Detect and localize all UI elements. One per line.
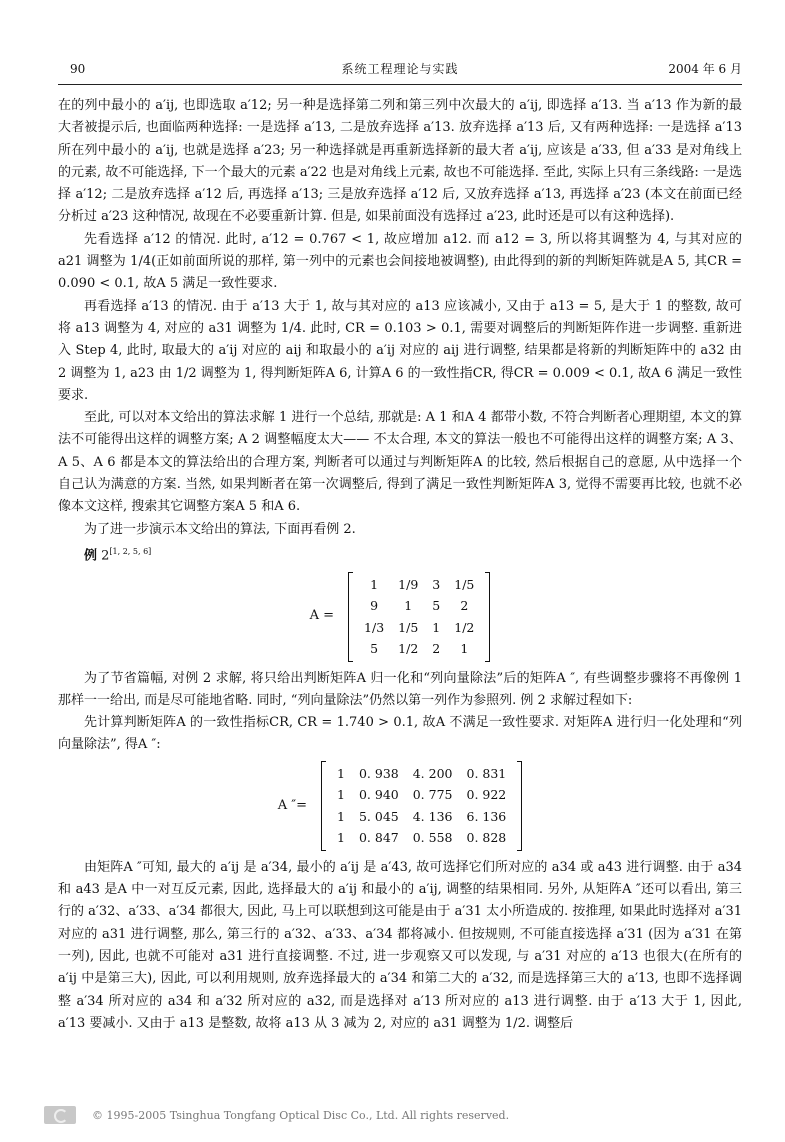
article-body [58,95,742,1035]
paragraph: 为了节省篇幅, 对例 2 求解, 将只给出判断矩阵A 归一化和“列向量除法”后的矩阵A ″, 有些调整步骤将不再像例 1 那样一一给出, 而是尽可能地省略. 同时, “列向量除法”仍然以第一列作为参照列. 例 2 求解过程如下: [58,670,742,708]
matrix-cell: 1/5 [398,619,419,635]
example-number: 2 [97,548,110,564]
matrix-row [330,827,513,849]
matrix-cell: 0. 558 [412,830,453,846]
matrix-a-label: A = [309,608,335,624]
paragraph: 在的列中最小的 a′ij, 也即选取 a′12; 另一种是选择第二列和第三列中次最大的 a′ij, 即选择 a′13. 当 a′13 作为新的最大者被提示后, 也面临两种选择: 一是选择 a′13, 二是放弃选择 a′13. 放弃选择 a′13 后, 又有两种选择: 一是选择 a′13 所在列中最小的 a′ij, 也就是选择 a′23; 另一种选择就是再重新选择新的最大者 a′ij, 应该是 a′33, 但 a′33 是对角线上的元素, 故不可能选择, 下一个最大的元素 a′22 也是对角线上元素, 故也不可能选择. 至此, 实际上只有三条线路: 一是选择 a′12; 二是放弃选择 a′12 后, 再选择 a′13; 三是放弃选择 a′12 后, 又放弃选择 a′13, 再选择 a′23 (本文在前面已经分析过 a′23 这种情况, 故现在不必要重新计算. 但是, 如果前面没有选择过 a′23, 此时还是可以有这种选择). [58,98,742,225]
matrix-a2-label: A ″= [277,797,308,813]
example-heading [58,541,742,568]
matrix-cell: 0. 828 [466,830,507,846]
matrix-row [357,574,481,596]
journal-title: 系统工程理论与实践 [341,62,459,76]
matrix-cell: 0. 940 [358,787,399,803]
example-label: 例 [84,548,98,564]
matrix-cell: 1/3 [364,619,385,635]
matrix-cell: 0. 922 [466,787,507,803]
running-header [58,58,742,80]
matrix-cell: 3 [432,576,441,592]
page-number: 90 [70,62,86,76]
matrix-cell: 1/9 [398,576,419,592]
publisher-logo-icon [44,1106,76,1124]
matrix-cell: 5 [432,598,441,614]
matrix-cell: 0. 775 [412,787,453,803]
matrix-cell: 2 [432,641,441,657]
matrix-a2 [321,761,522,851]
matrix-cell: 1 [337,830,345,846]
paragraph: 再看选择 a′13 的情况. 由于 a′13 大于 1, 故与其对应的 a13 应该减小, 又由于 a13 = 5, 是大于 1 的整数, 故可将 a13 调整为 4, 对应的 a31 调整为 1/4. 此时, CR = 0.103 > 0.1, 需要对调整后的判断矩阵作进一步调整. 重新进入 Step 4, 此时, 取最大的 a′ij 对应的 aij 和取最小的 a′ij 对应的 aij 进行调整, 结果都是将新的判断矩阵中的 a32 由 2 调整为 1, a23 由 1/2 调整为 1, 得判断矩阵A 6, 计算A 6 的一致性指CR, 得CR = 0.009 < 0.1, 故A 6 满足一致性要求. [58,298,742,403]
copyright-footer [58,1106,742,1126]
matrix-cell: 1/2 [398,641,419,657]
matrix-cell: 1 [460,641,469,657]
header-divider [58,84,742,85]
matrix-row [357,617,481,639]
paragraph: 由矩阵A ″可知, 最大的 a′ij 是 a′34, 最小的 a′ij 是 a′43, 故可选择它们所对应的 a34 或 a43 进行调整. 由于 a34 和 a43 是A 中一对互反元素, 因此, 选择最大的 a′ij 和最小的 a′ij, 调整的结果相同. 另外, 从矩阵A ″还可以看出, 第三行的 a′32、a′33、a′34 都很大, 因此, 马上可以联想到这可能是由于 a′31 太小所造成的. 按推理, 如果此时选择对 a′31 对应的 a31 进行调整, 那么, 第三行的 a′32、a′33、a′34 都将减小. 但按规则, 不可能直接选择 a′31 (因为 a′31 在第一列), 因此, 也就不可能对 a31 进行直接调整. 不过, 进一步观察又可以发现, 与 a′31 对应的 a′13 也很大(在所有的 a′ij 中是第三大), 因此, 可以利用规则, 放弃选择最大的 a′34 和第二大的 a′32, 而是选择第三大的 a′13, 也即不选择调整 a′34 所对应的 a34 和 a′32 所对应的 a32, 而是选择对 a′13 所对应的 a13 进行调整. 由于 a′13 大于 1, 因此, a′13 要减小. 又由于 a13 是整数, 故将 a13 从 3 减为 2, 对应的 a31 调整为 1/2. 调整后 [58,859,742,1031]
matrix-cell: 1/2 [454,619,475,635]
matrix-row [330,806,513,828]
matrix-cell: 1 [432,619,441,635]
matrix-cell: 1 [337,787,345,803]
matrix-cell: 6. 136 [466,808,507,824]
paragraph: 为了进一步演示本文给出的算法, 下面再看例 2. [84,521,356,537]
copyright-text: © 1995-2005 Tsinghua Tongfang Optical Disc Co., Ltd. All rights reserved. [92,1109,510,1122]
matrix-cell: 0. 847 [358,830,399,846]
matrix-cell: 4. 200 [412,765,453,781]
paragraph: 先看选择 a′12 的情况. 此时, a′12 = 0.767 < 1, 故应增加 a12. 而 a12 = 3, 所以将其调整为 4, 与其对应的 a21 调整为 1/4(正如前面所说的那样, 第一列中的元素也会间接地被调整), 由此得到的新的判断矩阵就是A 5, 其CR = 0.090 < 0.1, 故A 5 满足一致性要求. [58,231,742,292]
citation: [1, 2, 5, 6] [109,546,152,556]
matrix-cell: 5 [370,641,379,657]
matrix-cell: 1/5 [454,576,475,592]
issue-date: 2004 年 6 月 [668,62,742,76]
matrix-cell: 0. 938 [358,765,399,781]
matrix-row [330,784,513,806]
matrix-cell: 1 [337,808,345,824]
matrix-a-equation [58,572,742,662]
matrix-row [357,595,481,617]
matrix-cell: 1 [404,598,413,614]
paragraph: 至此, 可以对本文给出的算法求解 1 进行一个总结, 那就是: A 1 和A 4 都带小数, 不符合判断者心理期望, 本文的算法不可能得出这样的调整方案; A 2 调整幅度太大—— 不太合理, 本文的算法一般也不可能得出这样的调整方案; A 3、A 5、A 6 都是本文的算法给出的合理方案, 判断者可以通过与判断矩阵A 的比较, 然后根据自己的意愿, 从中选择一个自己认为满意的方案. 当然, 如果判断者在第一次调整后, 得到了满足一致性判断矩阵A 3, 觉得不需要再比较, 也就不必像本文这样, 搜索其它调整方案A 5 和A 6. [58,410,742,515]
matrix-a2-equation [58,761,742,851]
matrix-row [330,763,513,785]
matrix-cell: 9 [370,598,379,614]
matrix-cell: 1 [370,576,379,592]
matrix-cell: 4. 136 [412,808,453,824]
paragraph: 先计算判断矩阵A 的一致性指标CR, CR = 1.740 > 0.1, 故A 不满足一致性要求. 对矩阵A 进行归一化处理和“列向量除法”, 得A ″: [58,715,742,753]
matrix-row [357,638,481,660]
matrix-cell: 2 [460,598,469,614]
matrix-cell: 1 [337,765,345,781]
matrix-cell: 0. 831 [466,765,507,781]
matrix-cell: 5. 045 [358,808,399,824]
matrix-a [348,572,490,662]
